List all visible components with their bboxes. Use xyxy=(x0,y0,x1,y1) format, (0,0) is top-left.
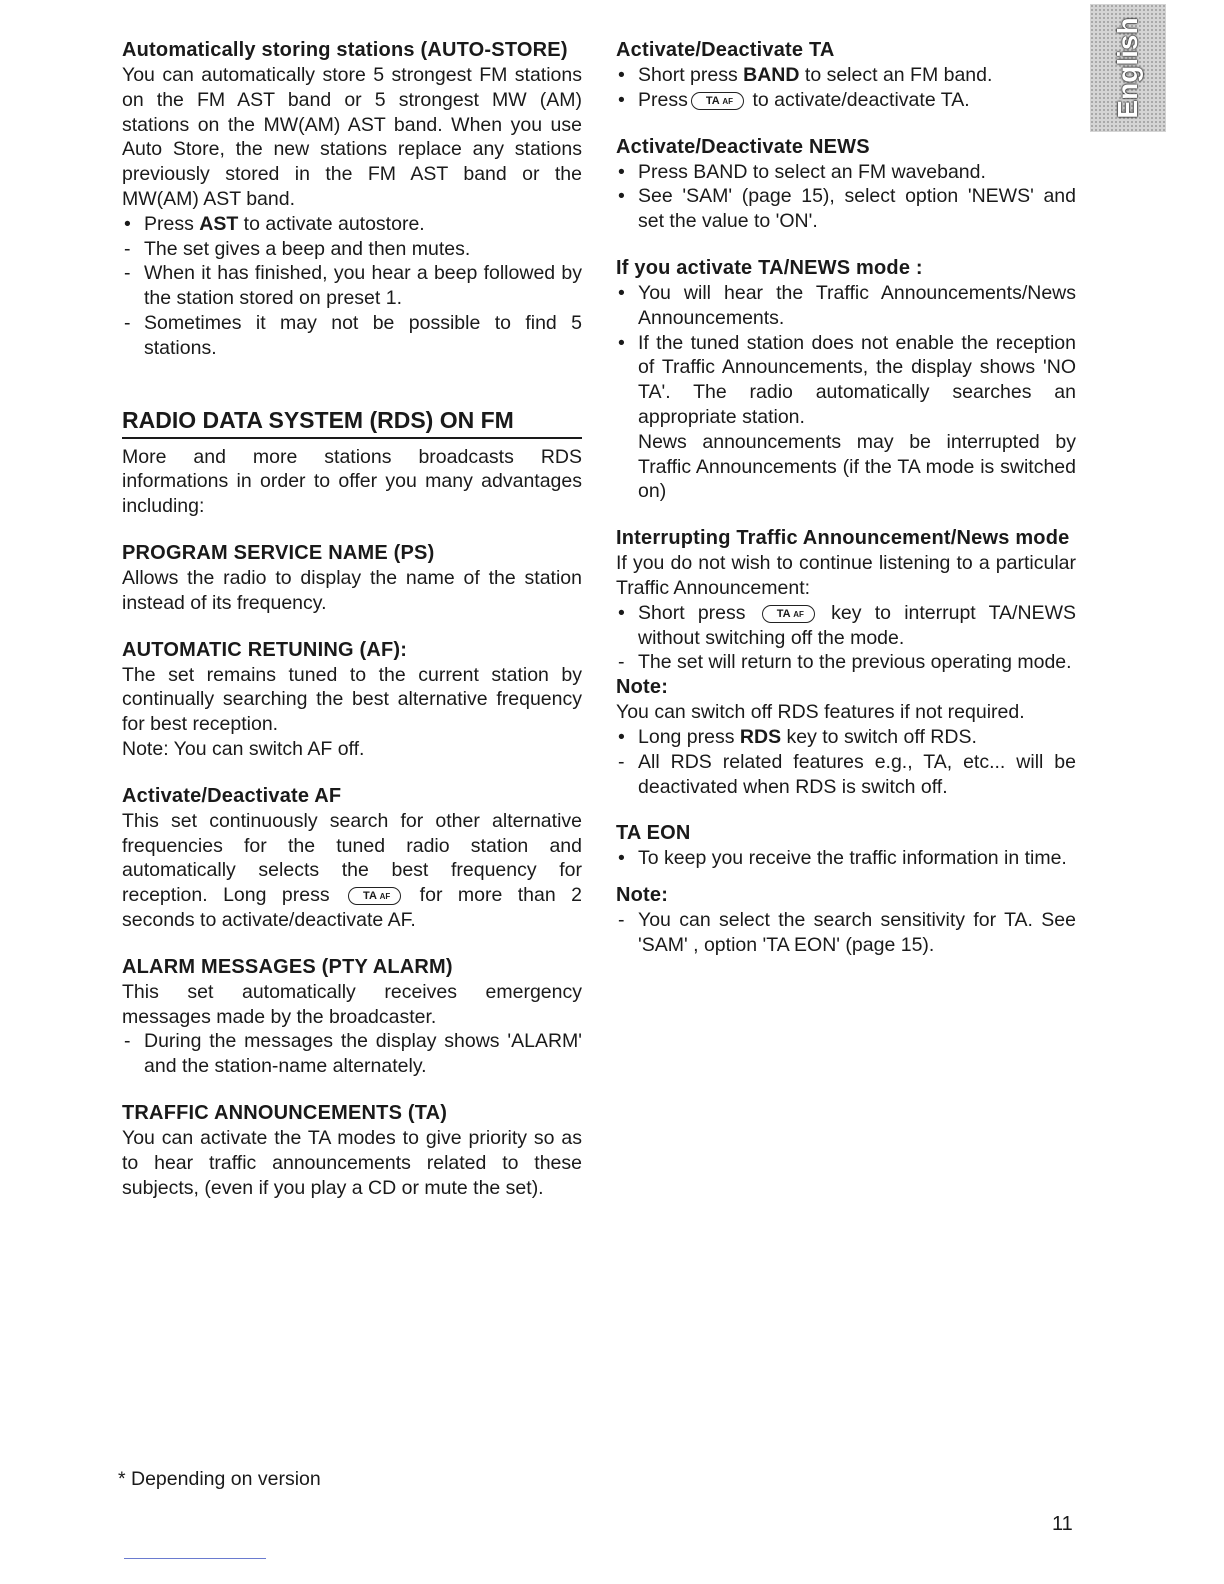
pty-heading: ALARM MESSAGES (PTY ALARM) xyxy=(122,955,453,978)
footnote: * Depending on version xyxy=(118,1468,321,1490)
item-bold: AST xyxy=(199,212,239,235)
af-note: Note: You can switch AF off. xyxy=(122,737,365,760)
rds-heading-rule xyxy=(122,437,582,439)
ta-body: You can activate the TA modes to give priority so as to hear traffic announcements related to these subjects, (even if you play a CD or mute the set). xyxy=(122,1126,582,1199)
item-text: Short press xyxy=(638,601,759,624)
autostore-body: You can automatically store 5 strongest FM stations on the FM AST band or 5 strongest MW (AM) stations on the MW(AM) AST band. When you use Auto Store, the new stations replace any stations previously stored in the FM AST band or the MW(AM) AST band. xyxy=(122,64,582,210)
list-item-continuation: News announcements may be interrupted by Traffic Announcements (if the TA mode is switched on) xyxy=(638,430,1076,503)
ta-toggle-heading: Activate/Deactivate TA xyxy=(616,39,835,61)
ta-af-key-icon xyxy=(348,887,401,905)
list-item: - You can select the search sensitivity for TA. See 'SAM' , option 'TA EON' (page 15). xyxy=(616,908,1076,958)
ps-heading: PROGRAM SERVICE NAME (PS) xyxy=(122,541,435,564)
list-item xyxy=(616,725,1076,750)
list-item xyxy=(122,212,582,237)
af-toggle-heading: Activate/Deactivate AF xyxy=(122,784,342,807)
language-tab xyxy=(1090,4,1166,132)
item-text: to select an FM band. xyxy=(799,64,993,86)
ta-heading: TRAFFIC ANNOUNCEMENTS (TA) xyxy=(122,1101,448,1124)
af-heading: AUTOMATIC RETUNING (AF): xyxy=(122,638,408,661)
note-body: You can switch off RDS features if not required. xyxy=(616,701,1025,724)
pty-body: This set automatically receives emergency messages made by the broadcaster. xyxy=(122,980,582,1028)
ta-af-key-icon xyxy=(691,92,744,110)
eon-note-heading: Note: xyxy=(616,884,669,907)
mode-list xyxy=(616,281,1076,504)
autostore-heading: Automatically storing stations (AUTO-STORE) xyxy=(122,39,568,61)
item-bold: BAND xyxy=(743,64,800,86)
list-item: - When it has finished, you hear a beep followed by the station stored on preset 1. xyxy=(122,261,582,311)
item-text: Press xyxy=(144,212,200,235)
autostore-list xyxy=(122,212,582,361)
rds-heading: RADIO DATA SYSTEM (RDS) ON FM xyxy=(122,406,514,433)
list-item: • See 'SAM' (page 15), select option 'NEWS' and set the value to 'ON'. xyxy=(616,184,1076,234)
item-bold: RDS xyxy=(739,725,782,748)
key-main: TA xyxy=(776,607,791,620)
af-toggle-text: This set continuously search for other alternative frequencies for the tuned radio station and automatically selects the best frequency for reception. Long press xyxy=(122,809,582,907)
item-text: Short press xyxy=(638,64,744,86)
ps-body: Allows the radio to display the name of the station instead of its frequency. xyxy=(122,566,582,614)
list-item xyxy=(616,601,1076,651)
ta-toggle-list xyxy=(616,63,1076,113)
page-number: 11 xyxy=(1052,1513,1073,1535)
item-text: to activate/deactivate TA. xyxy=(747,88,970,111)
list-item: - All RDS related features e.g., TA, etc... will be deactivated when RDS is switch off. xyxy=(616,750,1076,800)
list-item xyxy=(616,88,1076,113)
item-text: Press xyxy=(638,88,688,111)
list-item: - The set gives a beep and then mutes. xyxy=(122,237,582,262)
interrupt-body: If you do not wish to continue listening to a particular Traffic Announcement: xyxy=(616,552,1076,599)
af-body: The set remains tuned to the current station by continually searching the best alternative frequency for best reception. xyxy=(122,663,582,736)
list-item: - Sometimes it may not be possible to find 5 stations. xyxy=(122,311,582,361)
left-column xyxy=(122,38,582,1200)
footer-rule xyxy=(124,1558,266,1559)
mode-heading: If you activate TA/NEWS mode : xyxy=(616,256,923,279)
pty-list xyxy=(122,1029,582,1079)
list-item: • Press BAND to select an FM waveband. xyxy=(616,160,1076,185)
news-list xyxy=(616,160,1076,234)
interrupt-heading: Interrupting Traffic Announcement/News mode xyxy=(616,527,1070,550)
item-text: to activate autostore. xyxy=(238,212,425,235)
af-toggle-body xyxy=(122,809,582,933)
eon-list xyxy=(616,846,1076,871)
list-item xyxy=(616,63,1076,88)
key-sub: AF xyxy=(722,96,734,106)
news-heading: Activate/Deactivate NEWS xyxy=(616,135,870,158)
note-list xyxy=(616,725,1076,799)
eon-heading: TA EON xyxy=(616,822,691,845)
eon-note-list xyxy=(616,908,1076,958)
af-toggle-text: for more than 2 seconds to activate/deactivate AF. xyxy=(122,884,583,931)
item-text: key to switch off RDS. xyxy=(781,725,977,748)
list-item: - During the messages the display shows 'ALARM' and the station-name alternately. xyxy=(122,1029,582,1079)
right-column xyxy=(616,38,1076,958)
item-text: key to interrupt TA/NEWS without switching off the mode. xyxy=(638,601,1076,649)
key-sub: AF xyxy=(793,609,804,619)
interrupt-list xyxy=(616,601,1076,675)
list-item: - The set will return to the previous operating mode. xyxy=(616,650,1076,675)
key-main: TA xyxy=(705,94,720,107)
key-main: TA xyxy=(363,890,377,903)
language-tab-label: English xyxy=(1112,17,1143,119)
rds-body: More and more stations broadcasts RDS informations in order to offer you many advantages including: xyxy=(122,445,582,518)
list-item: • You will hear the Traffic Announcements/News Announcements. xyxy=(616,281,1076,331)
list-item: • To keep you receive the traffic information in time. xyxy=(616,846,1076,871)
note-heading: Note: xyxy=(616,676,669,699)
item-text: Long press xyxy=(638,725,740,748)
ta-af-key-icon xyxy=(762,605,815,623)
list-item: • If the tuned station does not enable the reception of Traffic Announcements, the display shows 'NO TA'. The radio automatically searches an appropriate station. xyxy=(616,331,1076,430)
key-sub: AF xyxy=(379,892,391,902)
